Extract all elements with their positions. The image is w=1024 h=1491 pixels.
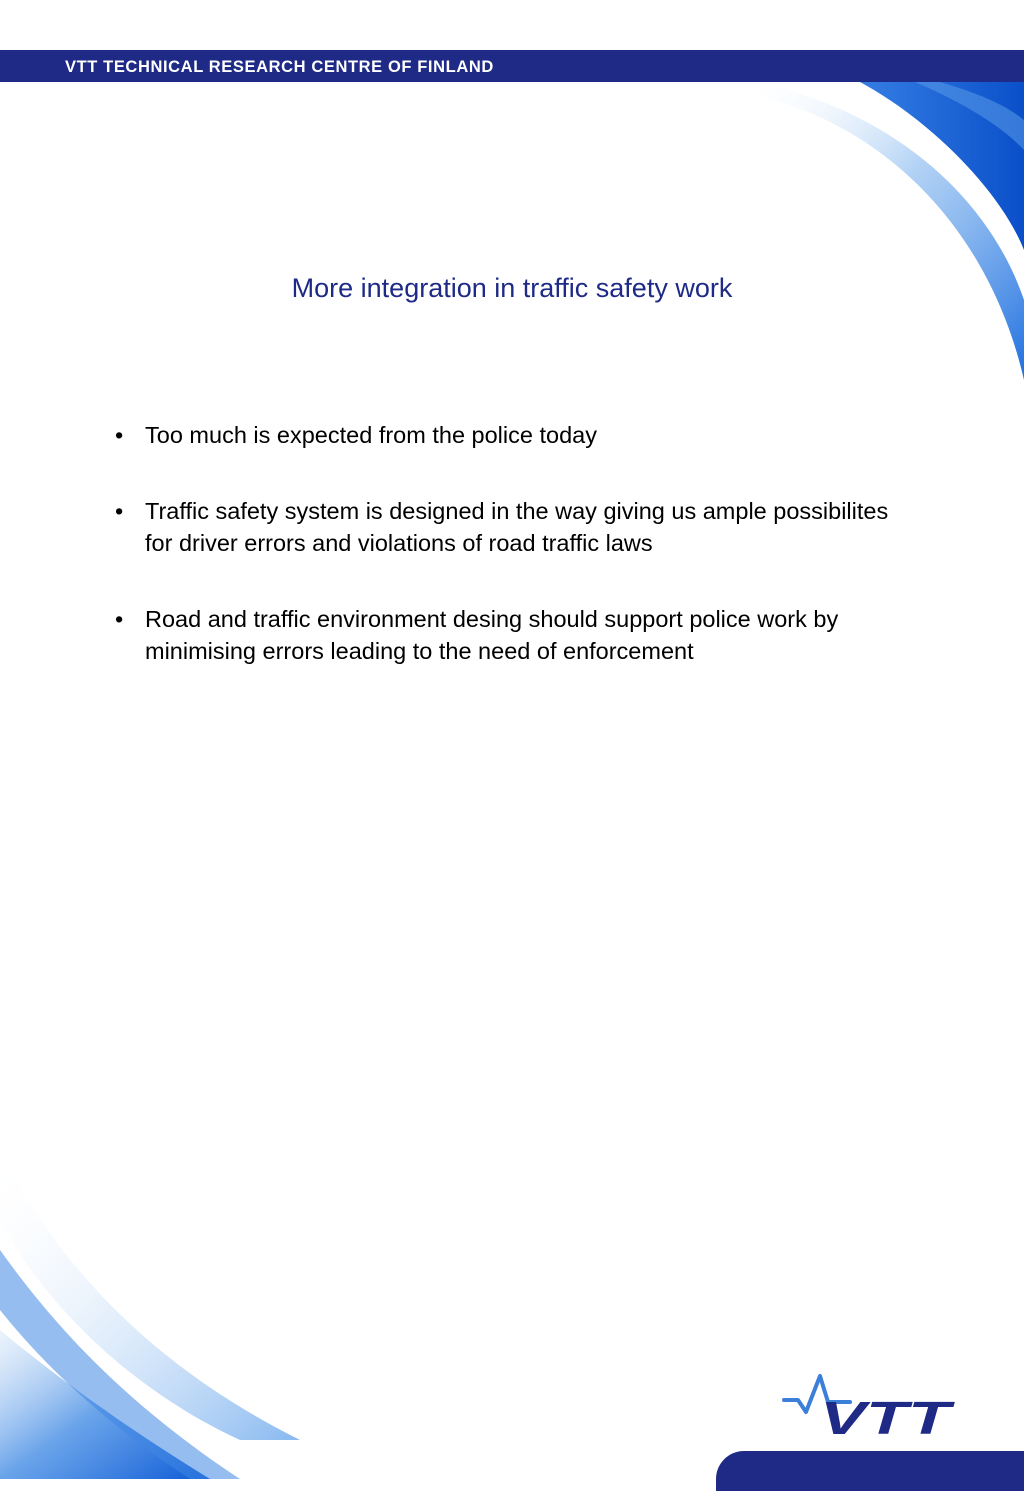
- bullet-point-icon: •: [115, 606, 124, 632]
- bottom-left-swoosh-mid: [0, 1250, 240, 1479]
- bottom-left-swoosh-light: [0, 1150, 300, 1440]
- bullet-point-icon: •: [115, 498, 124, 524]
- bullet-text: Road and traffic environment desing should support police work by minimising errors leading to the need of enforcement: [145, 606, 839, 664]
- bullet-item: [112, 495, 912, 559]
- bottom-left-swoosh-dark: [0, 1330, 210, 1479]
- bullet-text: Too much is expected from the police today: [145, 422, 597, 448]
- bullet-list: [112, 419, 912, 711]
- logo-text: VTT: [820, 1392, 956, 1442]
- vtt-logo: [780, 1372, 960, 1442]
- header-bar: [0, 50, 1024, 82]
- bullet-text: Traffic safety system is designed in the way giving us ample possibilites for driver errors and violations of road traffic laws: [145, 498, 889, 556]
- bullet-point-icon: •: [115, 422, 124, 448]
- top-right-swoosh-thin: [915, 82, 1024, 150]
- top-right-swoosh-light: [735, 88, 1024, 380]
- footer-tab: [716, 1451, 1024, 1491]
- bullet-item: [112, 603, 912, 667]
- bullet-item: [112, 419, 912, 451]
- organization-name: VTT TECHNICAL RESEARCH CENTRE OF FINLAND: [65, 58, 494, 76]
- slide-title: More integration in traffic safety work: [291, 273, 733, 303]
- top-right-swoosh-dark: [860, 82, 1024, 250]
